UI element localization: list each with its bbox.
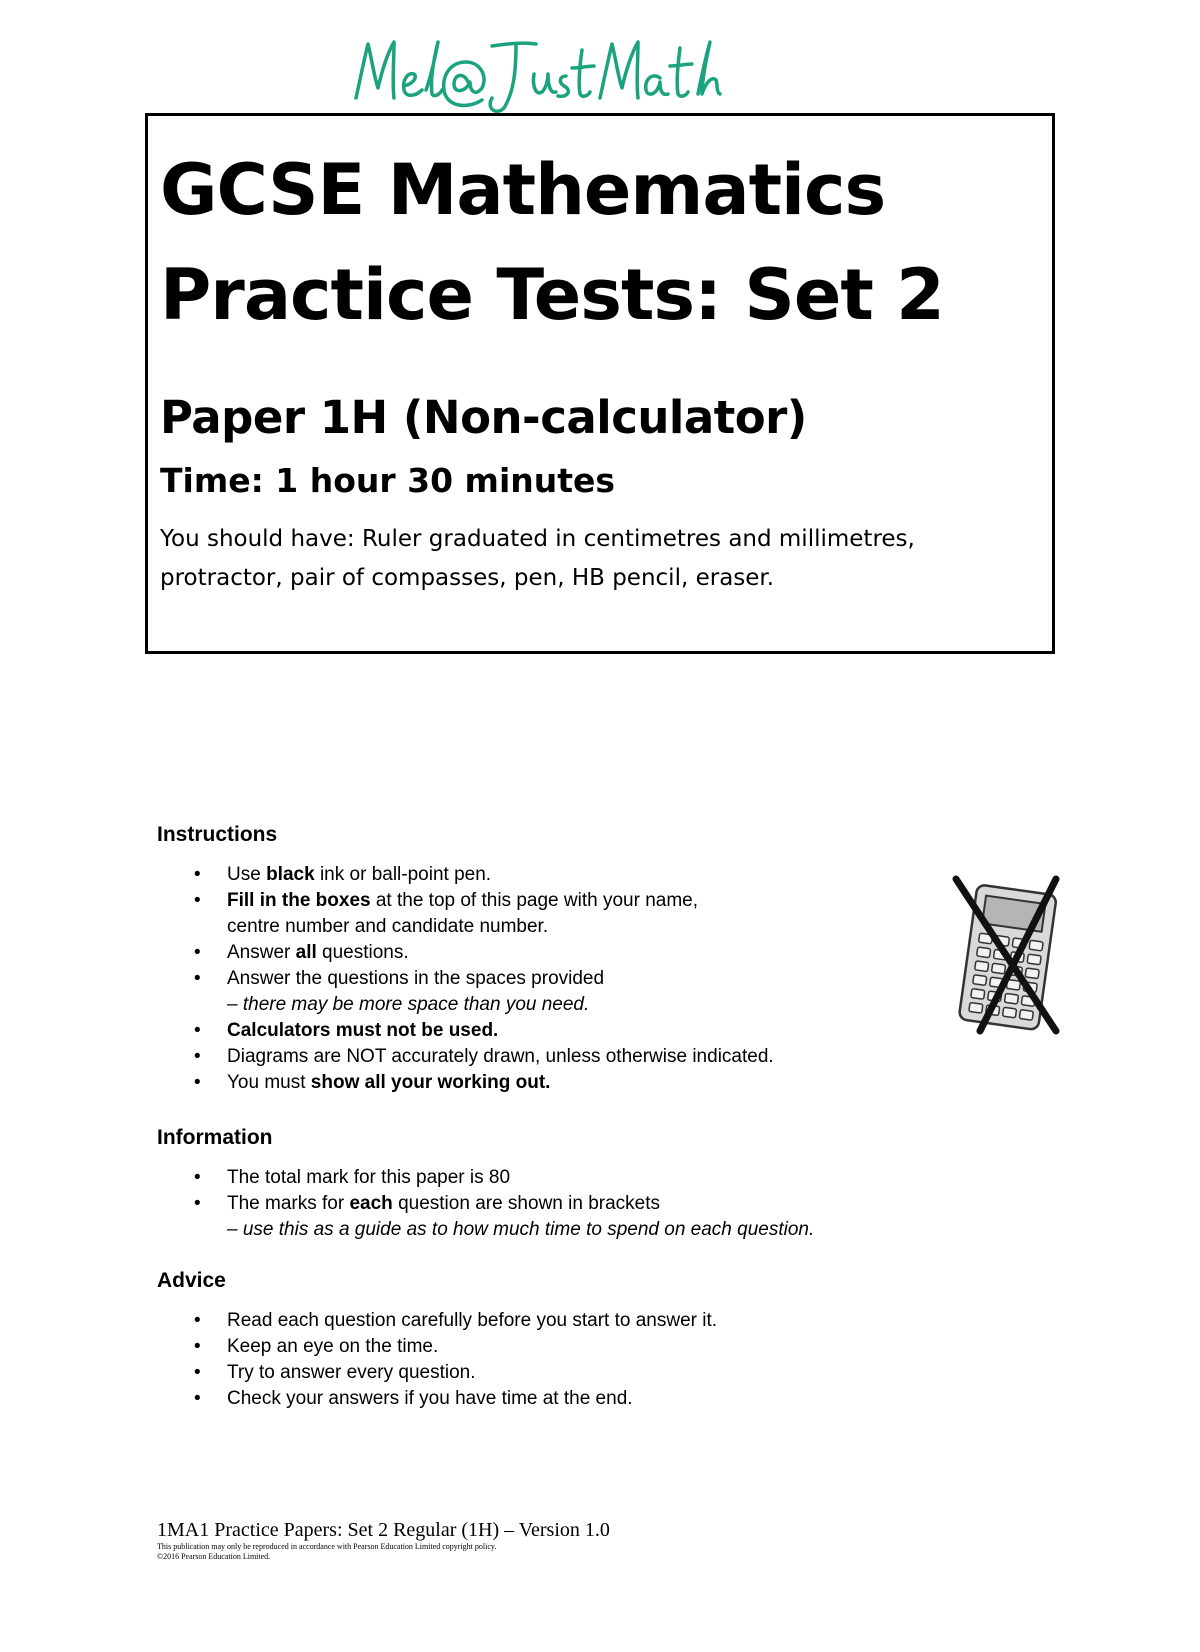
advice-heading: Advice: [157, 1269, 226, 1292]
advice-list: [157, 1308, 977, 1412]
title-box: [145, 113, 1055, 654]
bullet-icon: •: [194, 864, 201, 885]
paper-name: Paper 1H (Non-calculator): [160, 391, 807, 444]
instructions-list: [157, 862, 977, 1096]
information-list: [157, 1165, 977, 1243]
bullet-icon: •: [194, 890, 201, 911]
copyright-notice: This publication may only be reproduced in accordance with Pearson Education Limited copyright policy.: [157, 1542, 497, 1551]
footer: [157, 1518, 1057, 1562]
bullet-icon: •: [194, 1072, 201, 1093]
list-item: • Keep an eye on the time.: [157, 1334, 977, 1360]
copyright-year: ©2016 Pearson Education Limited.: [157, 1552, 271, 1561]
list-item: • Check your answers if you have time at the end.: [157, 1386, 977, 1412]
bullet-icon: •: [194, 1193, 201, 1214]
bullet-icon: •: [194, 942, 201, 963]
bullet-icon: •: [194, 1388, 201, 1409]
bullet-icon: •: [194, 1046, 201, 1067]
list-item: • Fill in the boxes at the top of this page with your name, centre number and candidate number.: [194, 890, 698, 937]
footer-title: 1MA1 Practice Papers: Set 2 Regular (1H) – Version 1.0: [157, 1519, 610, 1541]
equipment-list: [160, 520, 1052, 598]
list-item: • Try to answer every question.: [157, 1360, 977, 1386]
list-item: • You must show all your working out.: [157, 1070, 977, 1096]
information-heading: Information: [157, 1126, 273, 1149]
list-item: • Use black ink or ball-point pen.: [157, 862, 977, 888]
crossed-out-calculator-icon: [950, 875, 1062, 1035]
instructions-heading: Instructions: [157, 823, 278, 846]
equipment-line-1: You should have: Ruler graduated in centimetres and millimetres,: [160, 526, 915, 553]
information-section: [157, 1126, 977, 1243]
list-item: • Answer the questions in the spaces provided – there may be more space than you need.: [194, 968, 605, 1015]
title-line-1: GCSE Mathematics: [160, 149, 886, 231]
bullet-icon: •: [194, 1167, 201, 1188]
list-item: • The marks for each question are shown in brackets – use this as a guide as to how much time to spend on each question.: [194, 1193, 815, 1240]
bullet-icon: •: [194, 968, 201, 989]
bullet-icon: •: [194, 1362, 201, 1383]
list-item: • Read each question carefully before you start to answer it.: [157, 1308, 977, 1334]
signature-logo: [350, 30, 730, 120]
list-item: • Diagrams are NOT accurately drawn, unless otherwise indicated.: [157, 1044, 977, 1070]
title-line-2: Practice Tests: Set 2: [160, 254, 944, 336]
equipment-line-2: protractor, pair of compasses, pen, HB pencil, eraser.: [160, 565, 775, 592]
bullet-icon: •: [194, 1310, 201, 1331]
bullet-icon: •: [194, 1336, 201, 1357]
bullet-icon: •: [194, 1020, 201, 1041]
list-item: • Calculators must not be used.: [157, 1018, 977, 1044]
time-allowed: Time: 1 hour 30 minutes: [160, 460, 616, 500]
advice-section: [157, 1269, 977, 1412]
list-item: • Answer all questions.: [157, 940, 977, 966]
instructions-section: [157, 823, 977, 1096]
list-item: • The total mark for this paper is 80: [157, 1165, 977, 1191]
